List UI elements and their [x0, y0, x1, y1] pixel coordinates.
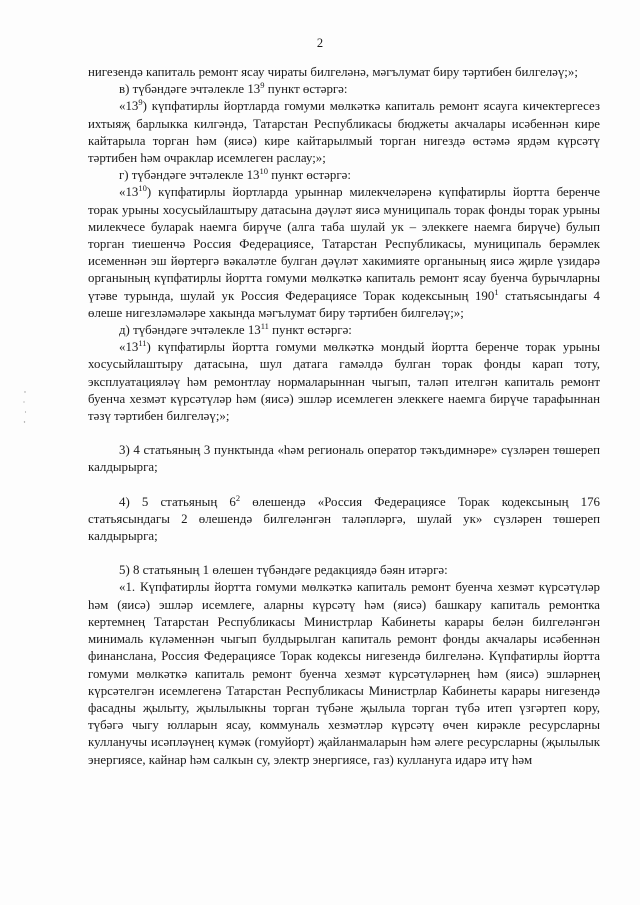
paragraph — [88, 579, 600, 768]
superscript: 9 — [260, 80, 265, 91]
paragraph-text: статьясындагы 4 өлеше нигезләмәләре хакында мәгълумат биру тәртибен билгеләү;»; — [88, 288, 600, 320]
paragraph-text: 4) 5 статьяның 6 — [119, 494, 236, 509]
paragraph-text: пункт өстәргә: — [268, 323, 352, 338]
paragraph — [88, 494, 600, 546]
paragraph — [88, 167, 600, 184]
paragraph-text: пункт өстәргә: — [267, 168, 351, 183]
superscript: 9 — [138, 97, 143, 108]
paragraph-text: ) күпфатирлы йортларда гомуми мөлкәткә капиталь ремонт ясауга кичектергесез ихтыяҗ барлыкка килгәндә, Татарстан Республикасы бюджеты акчалары исәбеннән кире кайтарыла торган һәм (яисә) кире кайтарылмый торган нигездә өстәмә ярдәм күрсәтү тәртибен һәм очраклар исемлеген раслау;»; — [88, 99, 600, 166]
superscript: 2 — [235, 492, 241, 503]
superscript: 11 — [138, 338, 147, 349]
paragraph-text: 5) 8 статьяның 1 өлешен түбәндәге редакциядә бәян итәргә: — [119, 563, 448, 578]
superscript: 10 — [138, 183, 147, 194]
paragraph-text: 3) 4 статьяның 3 пунктында «һәм региональ оператор тәкъдимнәре» сүзләрен төшереп калдырырга; — [88, 443, 600, 475]
paragraph-text: г) түбәндәге эчтәлекле 13 — [119, 168, 260, 183]
document-body — [88, 64, 600, 769]
paragraph-text: «13 — [119, 185, 139, 200]
superscript: 11 — [260, 321, 269, 332]
paragraph — [88, 322, 600, 339]
paragraph-text: «13 — [119, 340, 139, 355]
paragraph — [88, 98, 600, 167]
page-number: 2 — [316, 36, 324, 50]
paragraph — [88, 64, 600, 81]
paragraph — [88, 339, 600, 425]
paragraph — [88, 442, 600, 476]
paragraph-text: «1. Күпфатирлы йортта гомуми мөлкәткә капиталь ремонт буенча хезмәт күрсәтүләр һәм (яисә) эшләр исемлеге, аларны күрсәтү һәм (яисә) башкару капиталь ремонтка кертемнең Татарстан Республикасы Министрлар Кабинеты карары белән билгеләнгән минималь күләменнән чыгып булдырылган капиталь ремонт фонды акчалары исәбеннән финанслана, Россия Федерациясе Торак кодексы нигезендә билгеләнә. Күпфатирлы йортта гомуми мөлкәткә капиталь ремонт буенча хезмәт күрсәтүләрнең һәм (яисә) эшләрнең күрсәтелгән исемлегенә Татарстан Республикасы Министрлар Кабинеты карары нигезендә фасадны җылыту, җылылыкны торган түбәне җылыла торган түбә итеп үзгәртеп кору, түбәгә чыгу юлларын ясау, коммуналь хезмәтләр күрсәтү өчен кирәкле ресурсларны кулланучы исәпләүнең күмәк (гомуйорт) җайланмаларын һәм әлеге ресурсларны (җылылык энергиясе, кайнар һәм салкын су, электр энергиясе, газ) кулланугa идарә итү һәм — [88, 580, 600, 767]
paragraph-text: пункт өстәргә: — [264, 82, 348, 97]
scan-speck-decoration — [22, 388, 28, 428]
paragraph-text: нигезендә капиталь ремонт ясау чираты билгеләнә, мәгълумат биру тәртибен билгеләү;»; — [88, 65, 578, 79]
paragraph-text: өлешендә «Россия Федерациясе Торак кодексының 176 статьясындагы 2 өлешендә билгеләнгән таләпләргә, шулай ук» сүзләрен төшереп калдырырга; — [88, 494, 600, 544]
paragraph-text: д) түбәндәге эчтәлекле 13 — [119, 323, 261, 338]
paragraph — [88, 81, 600, 98]
paragraph — [88, 562, 600, 579]
paragraph-text: ) күпфатирлы йортта гомуми мөлкәткә мондый йортта беренче торак урыны хосусыйлаштыру датасына, шул датага гамәлдә булган торак фонды карап тоту, эксплуатацияләү һәм ремонтлау нормаларыннан чыгып, таләп ителгән капиталь ремонт буенча хезмәт күрсәтүләр һәм (яисә) эшләр исемлеген элеккеге наемга бирүче тарафыннан тәзү тәртибен билгеләү;»; — [88, 340, 600, 424]
paragraph-text: «13 — [119, 99, 139, 114]
superscript: 1 — [494, 286, 499, 297]
paragraph-text: ) күпфатирлы йортларда урыннар милекчеләренә күпфатирлы йортта беренче торак урыны хосусыйлаштыру датасына дәүләт яисә муниципаль торак фонды торак урыны милекчесе булараk наемга бирүче (алга таба шулай ук – элеккеге наемга бирүче) булып торган тиешенчә Россия Федерациясе, Татарстан Республикасы, муниципаль берәмлек исеменнән эш йөртергә вәкаләтле булган дәүләт хакимияте органының яисә җирле үзидарә органының күпфатирлы йортта гомуми мөлкәткә капиталь ремонт ясау буенча бурычларны үтәве турында, шулай ук Россия Федерациясе Торак кодексының 190 — [88, 185, 600, 303]
paragraph-text: в) түбәндәге эчтәлекле 13 — [119, 82, 261, 97]
superscript: 10 — [259, 166, 268, 177]
paragraph — [88, 184, 600, 322]
